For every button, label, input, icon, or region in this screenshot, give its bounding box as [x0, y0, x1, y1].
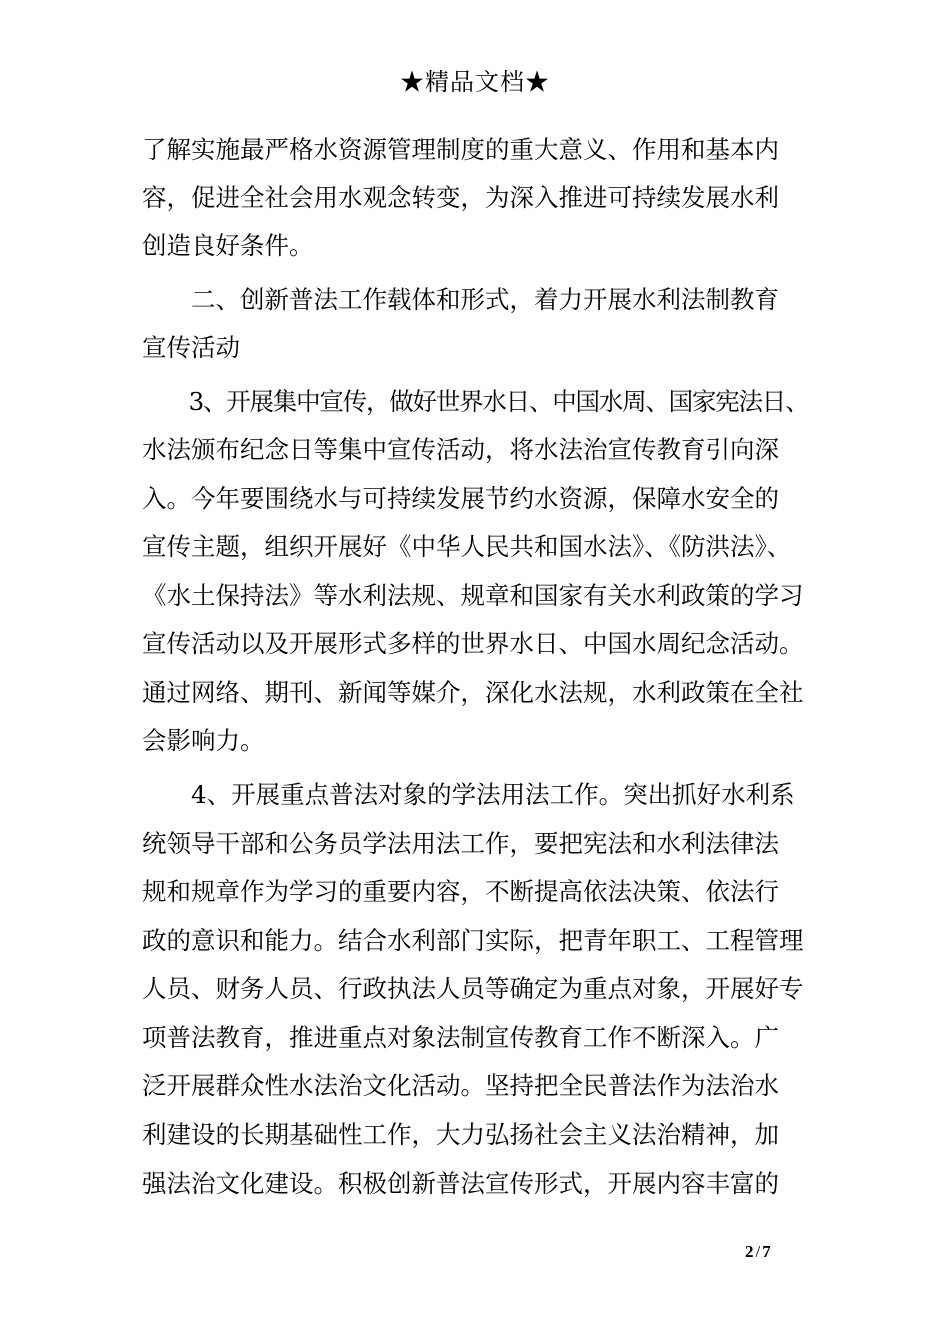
body-line: 宣传活动以及开展形式多样的世界水日、中国水周纪念活动。 — [142, 629, 804, 658]
body-line: 项普法教育，推进重点对象法制宣传教育工作不断深入。广 — [142, 1023, 779, 1052]
body-line: 人员、财务人员、行政执法人员等确定为重点对象，开展好专 — [142, 974, 804, 1003]
body-line: 《水土保持法》等水利法规、规章和国家有关水利政策的学习 — [142, 581, 804, 610]
body-line: 泛开展群众性水法治文化活动。坚持把全民普法作为法治水 — [142, 1071, 779, 1100]
body-line: 创造良好条件。 — [142, 231, 314, 260]
body-line: 水法颁布纪念日等集中宣传活动，将水法治宣传教育引向深 — [142, 435, 779, 464]
body-line: 3、开展集中宣传，做好世界水日、中国水周、国家宪法日、 — [142, 387, 809, 416]
total-pages-number: 7 — [762, 1242, 771, 1261]
body-line: 了解实施最严格水资源管理制度的重大意义、作用和基本内 — [142, 135, 779, 164]
page-number — [745, 1241, 771, 1263]
body-line: 入。今年要围绕水与可持续发展节约水资源，保障水安全的 — [142, 484, 779, 513]
current-page-number: 2 — [745, 1242, 754, 1261]
body-line: 统领导干部和公务员学法用法工作，要把宪法和水利法律法 — [142, 829, 779, 858]
body-line: 利建设的长期基础性工作，大力弘扬社会主义法治精神，加 — [142, 1120, 779, 1149]
body-line: 强法治文化建设。积极创新普法宣传形式，开展内容丰富的 — [142, 1169, 779, 1198]
page-separator: / — [755, 1242, 761, 1261]
body-line: 4、开展重点普法对象的学法用法工作。突出抓好水利系 — [142, 780, 795, 809]
body-line: 会影响力。 — [142, 726, 265, 755]
document-header-title: ★精品文档★ — [400, 68, 550, 96]
body-line: 政的意识和能力。结合水利部门实际，把青年职工、工程管理 — [142, 926, 804, 955]
body-line: 宣传活动 — [142, 333, 240, 362]
body-line: 容，促进全社会用水观念转变，为深入推进可持续发展水利 — [142, 183, 779, 212]
body-line: 通过网络、期刊、新闻等媒介，深化水法规，水利政策在全社 — [142, 678, 804, 707]
body-line: 宣传主题，组织开展好《中华人民共和国水法》、《防洪法》、 — [142, 532, 792, 561]
body-line: 二、创新普法工作载体和形式，着力开展水利法制教育 — [142, 285, 779, 314]
body-line: 规和规章作为学习的重要内容，不断提高依法决策、依法行 — [142, 877, 779, 906]
